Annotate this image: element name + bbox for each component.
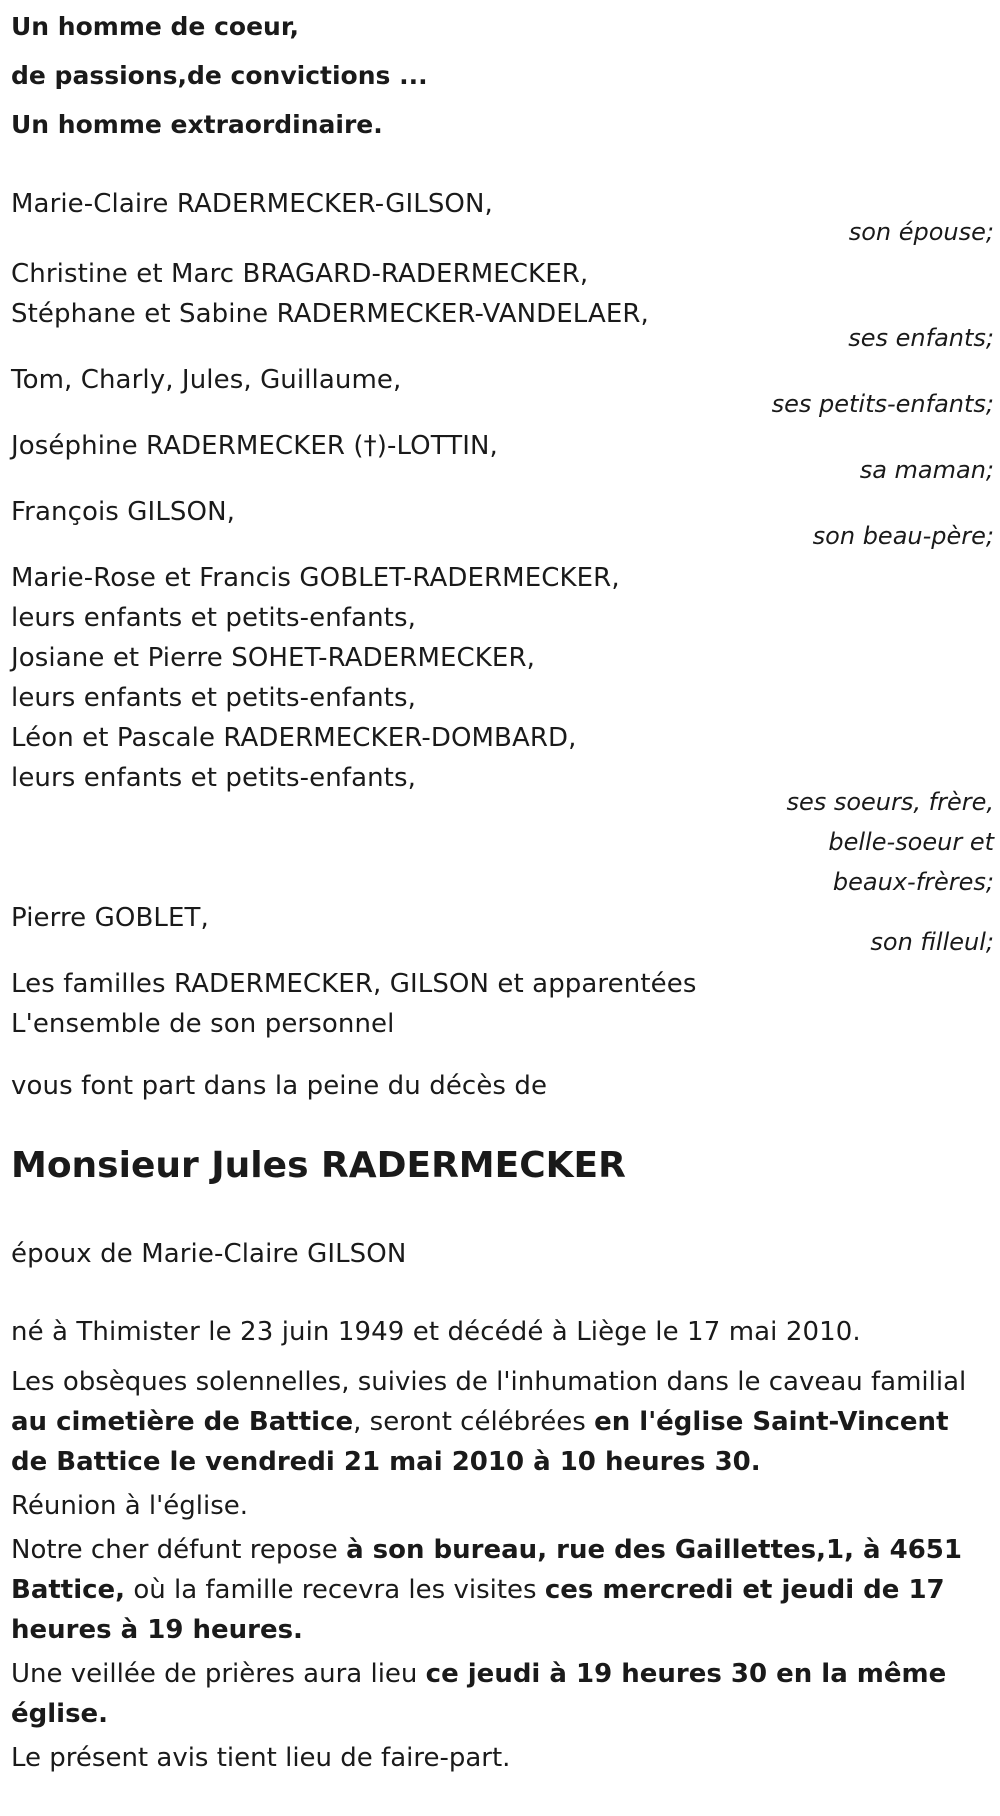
vigil-time-place: ce jeudi à 19 heures 30 en la même église. xyxy=(11,1659,947,1729)
sibling-3-sub: leurs enfants et petits-enfants, xyxy=(11,763,416,793)
sibling-3: Léon et Pascale RADERMECKER-DOMBARD, xyxy=(11,723,577,753)
godson-role: son filleul; xyxy=(870,928,994,956)
birth-death-block xyxy=(11,1312,994,1352)
child-1: Christine et Marc BRAGARD-RADERMECKER, xyxy=(11,259,589,289)
siblings-role-3: beaux-frères; xyxy=(832,868,994,896)
birth-death: né à Thimister le 23 juin 1949 et décédé à Liège le 17 mai 2010. xyxy=(11,1317,861,1347)
vigil-paragraph xyxy=(11,1654,981,1734)
spouse-role: son épouse; xyxy=(848,218,994,246)
rest-address: à son bureau, rue des Gaillettes,1, à 4651 Battice, xyxy=(11,1535,962,1605)
father-in-law-role: son beau-père; xyxy=(812,522,994,550)
deceased-name: Monsieur Jules RADERMECKER xyxy=(11,1145,626,1186)
announcement-intro: vous font part dans la peine du décès de xyxy=(11,1071,548,1101)
spouse-of: époux de Marie-Claire GILSON xyxy=(11,1239,407,1269)
funeral-text-1: Les obsèques solennelles, suivies de l'inhumation dans le caveau familial xyxy=(11,1367,967,1397)
funeral-cemetery: au cimetière de Battice xyxy=(11,1407,354,1437)
sibling-2-sub: leurs enfants et petits-enfants, xyxy=(11,683,416,713)
notice-paragraph: Le présent avis tient lieu de faire-part. xyxy=(11,1743,511,1773)
funeral-paragraph xyxy=(11,1362,981,1482)
meeting-paragraph: Réunion à l'église. xyxy=(11,1491,249,1521)
spouse-of-block xyxy=(11,1234,994,1274)
vigil-text-1: Une veillée de prières aura lieu xyxy=(11,1659,426,1689)
staff: L'ensemble de son personnel xyxy=(11,1009,395,1039)
rest-visiting-hours: ces mercredi et jeudi de 17 heures à 19 heures. xyxy=(11,1575,945,1645)
sibling-2: Josiane et Pierre SOHET-RADERMECKER, xyxy=(11,643,535,673)
rest-paragraph xyxy=(11,1530,981,1650)
funeral-church-date: en l'église Saint-Vincent de Battice le vendredi 21 mai 2010 à 10 heures 30. xyxy=(11,1407,949,1477)
sibling-1: Marie-Rose et Francis GOBLET-RADERMECKER, xyxy=(11,563,620,593)
deceased-name-block xyxy=(11,1136,994,1196)
children-role: ses enfants; xyxy=(848,324,994,352)
grandchildren: Tom, Charly, Jules, Guillaume, xyxy=(11,365,402,395)
mother-role: sa maman; xyxy=(859,456,994,484)
funeral-text-2: , seront célébrées xyxy=(353,1407,595,1437)
families: Les familles RADERMECKER, GILSON et apparentées xyxy=(11,969,697,999)
details-block xyxy=(11,1362,981,1778)
sibling-1-sub: leurs enfants et petits-enfants, xyxy=(11,603,416,633)
grandchildren-role: ses petits-enfants; xyxy=(771,390,994,418)
mother: Joséphine RADERMECKER (†)-LOTTIN, xyxy=(11,431,498,461)
siblings-role-1: ses soeurs, frère, xyxy=(786,788,994,816)
header-line-2: de passions,de convictions ... xyxy=(11,61,428,90)
header-block xyxy=(11,2,994,149)
announcement-intro-block xyxy=(11,1066,994,1106)
father-in-law: François GILSON, xyxy=(11,497,235,527)
header-line-1: Un homme de coeur, xyxy=(11,12,299,41)
rest-text-1: Notre cher défunt repose xyxy=(11,1535,347,1565)
godson: Pierre GOBLET, xyxy=(11,903,209,933)
rest-text-2: où la famille recevra les visites xyxy=(125,1575,545,1605)
family-list xyxy=(11,184,994,1044)
header-line-3: Un homme extraordinaire. xyxy=(11,110,383,139)
spouse-name: Marie-Claire RADERMECKER-GILSON, xyxy=(11,189,493,219)
siblings-role-2: belle-soeur et xyxy=(828,828,994,856)
child-2: Stéphane et Sabine RADERMECKER-VANDELAER, xyxy=(11,299,649,329)
